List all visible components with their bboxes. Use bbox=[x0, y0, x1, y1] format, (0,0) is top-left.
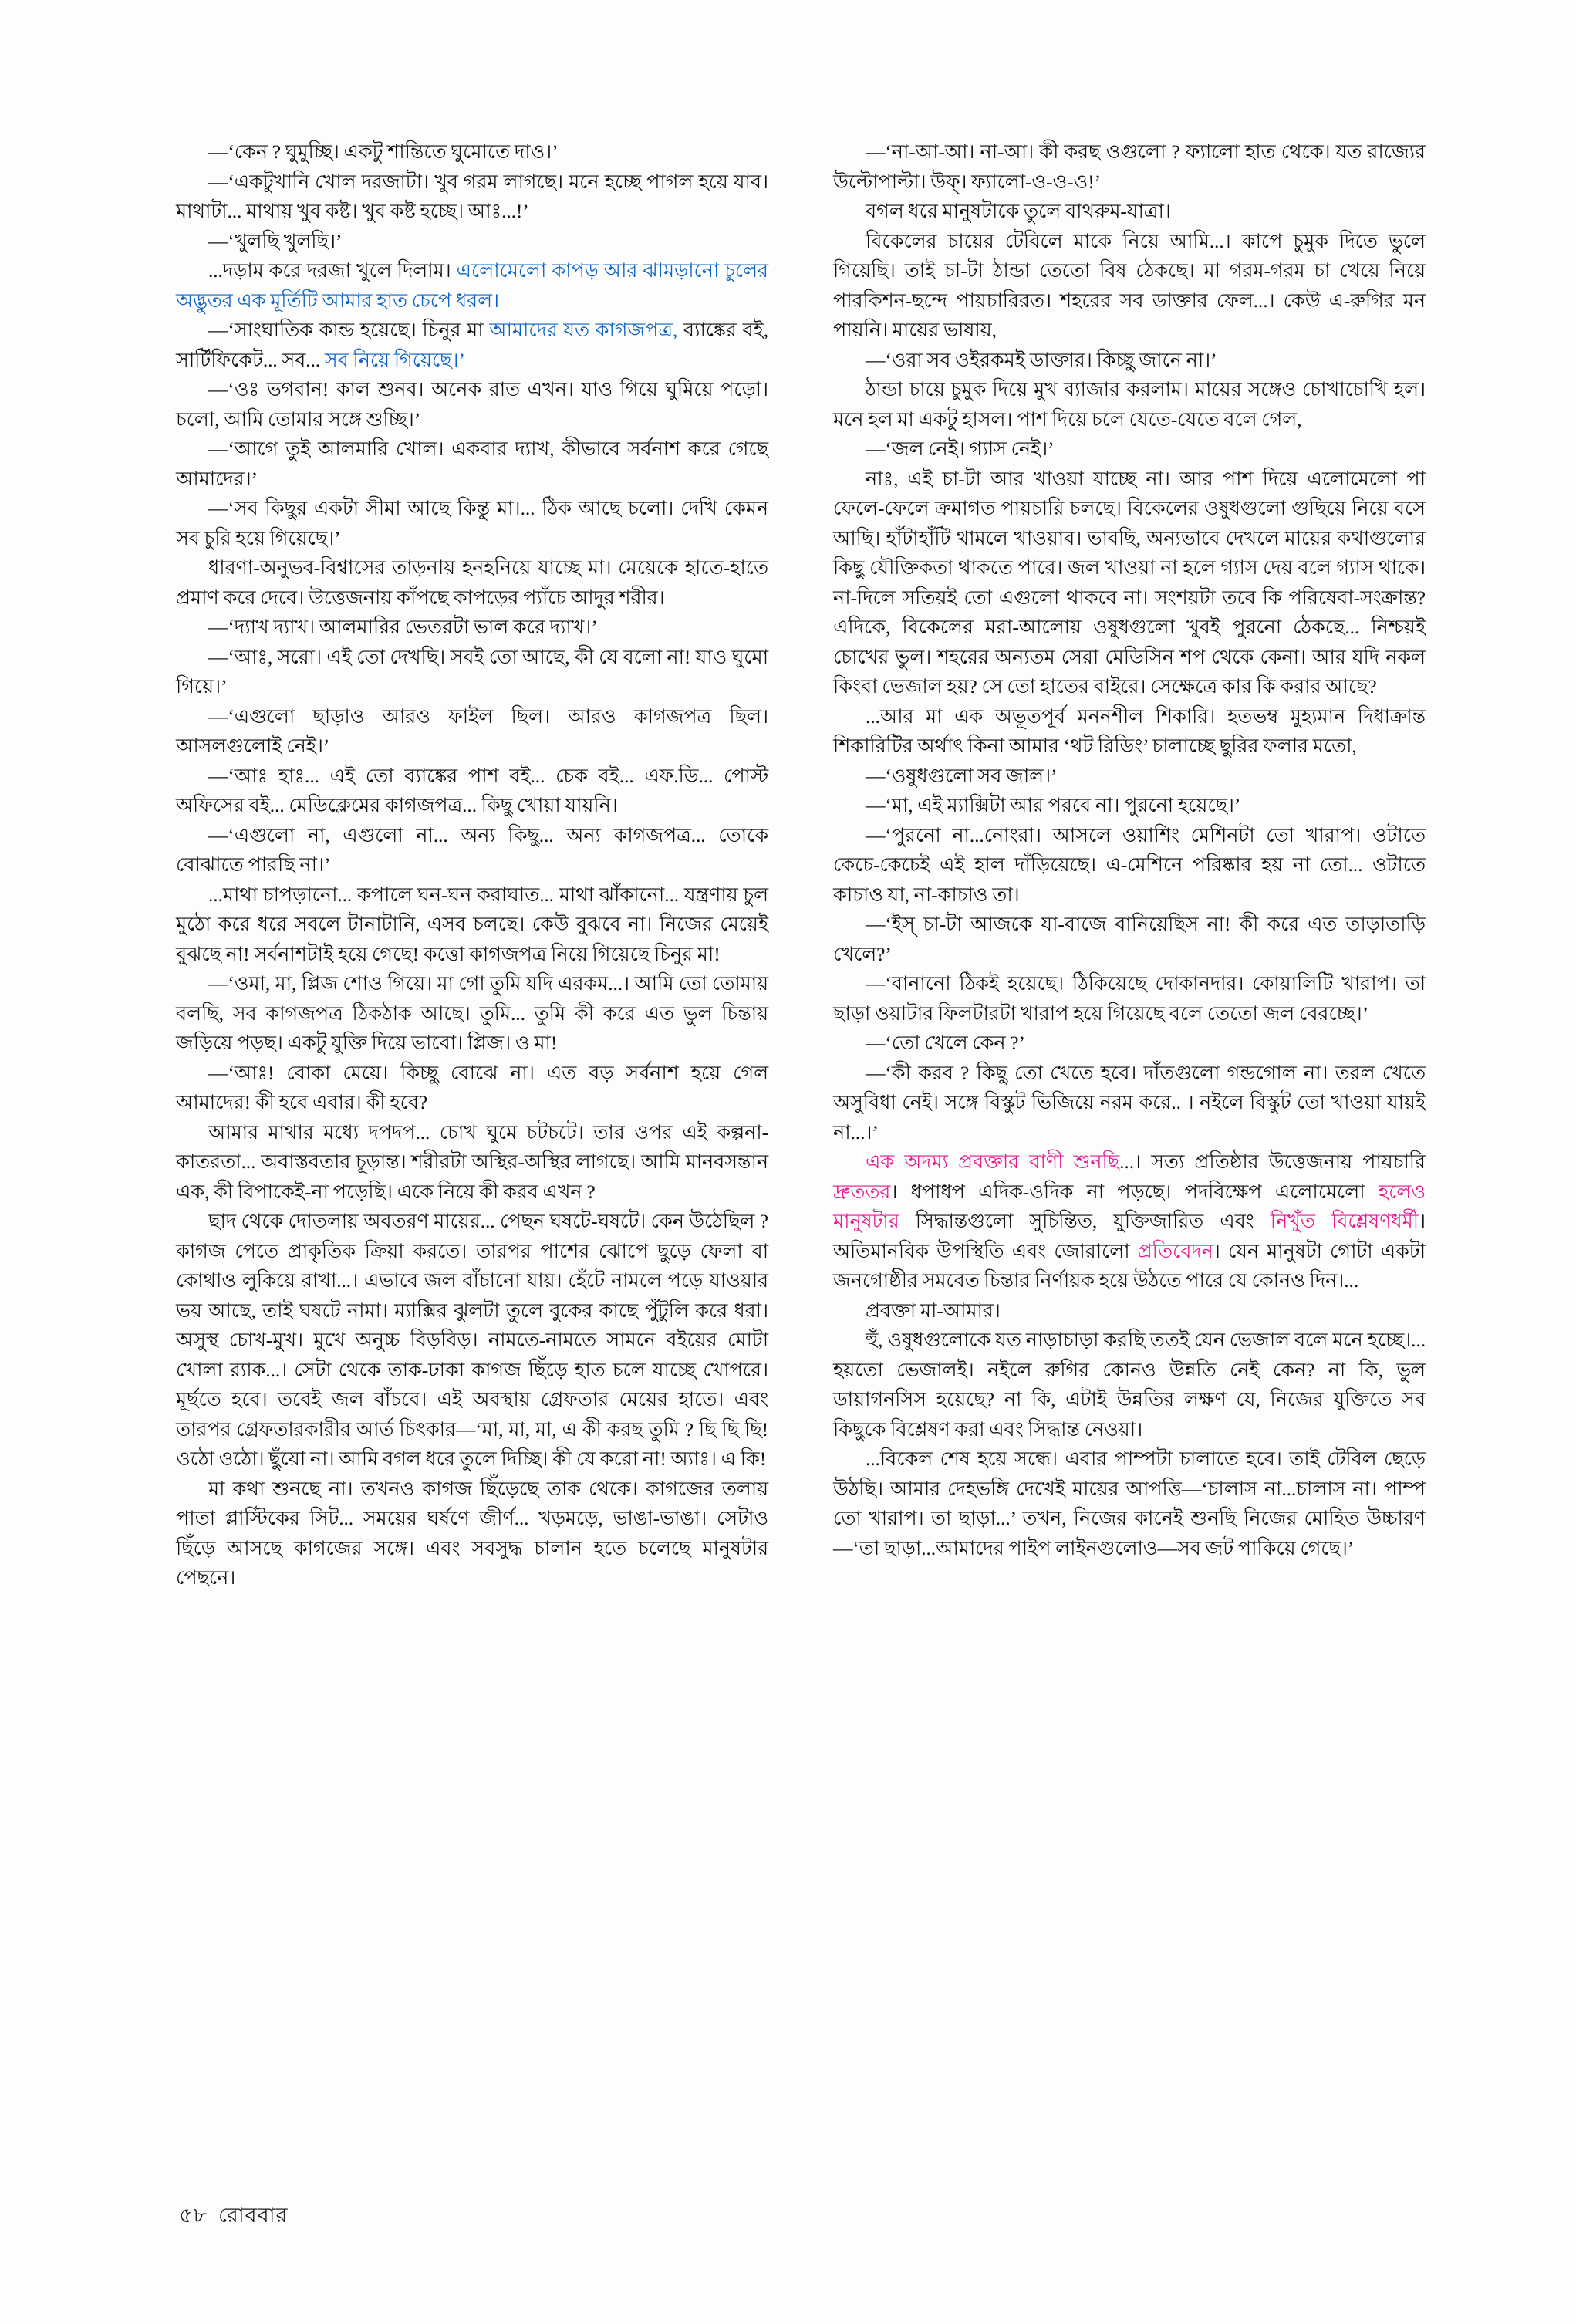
folio-number: ৫৮ bbox=[179, 2204, 208, 2227]
paragraph: ...বিকেল শেষ হয়ে সন্ধে। এবার পাম্পটা চালাতে হবে। তাই টেবিল ছেড়ে উঠছি। আমার দেহভঙ্গি দেখেই মায়ের আপত্তি—‘চালাস না...চালাস না। পাম্প তো খারাপ। তা ছাড়া...’ তখন, নিজের কানেই শুনছি নিজের মোহিত উচ্চারণ—‘তা ছাড়া...আমাদের পাইপ লাইনগুলোও—সব জট পাকিয়ে গেছে।’ bbox=[833, 1447, 1426, 1559]
paragraph: ...মাথা চাপড়ানো... কপালে ঘন-ঘন করাঘাত... মাথা ঝাঁকানো... যন্ত্রণায় চুল মুঠো করে ধরে সবলে টানাটানি, এসব চলছে। কেউ বুঝবে না। নিজের মেয়েই বুঝছে না! সর্বনাশটাই হয়ে গেছে! কত্তো কাগজপত্র নিয়ে গিয়েছে চিনুর মা! bbox=[176, 883, 768, 965]
paragraph: মা কথা শুনছে না। তখনও কাগজ ছিঁড়েছে তাক থেকে। কাগজের তলায় পাতা প্লাস্টিকের সিট... সময়ের ঘর্ষণে জীর্ণ... খড়মড়ে, ভাঙা-ভাঙা। সেটাও ছিঁড়ে আসছে কাগজের সঙ্গে। এবং সবসুদ্ধ চালান হতে চলেছে মানুষটার পেছনে। bbox=[176, 1477, 768, 1589]
highlighted-phrase-blue: আমাদের যত কাগজপত্র, bbox=[489, 319, 678, 341]
paragraph: —‘ইস্‌ চা-টা আজকে যা-বাজে বানিয়েছিস না! কী করে এত তাড়াতাড়ি খেলে?’ bbox=[833, 913, 1426, 965]
paragraph: বগল ধরে মানুষটাকে তুলে বাথরুম-যাত্রা। bbox=[866, 200, 1171, 222]
paragraph: —‘কেন ? ঘুমুচ্ছি। একটু শান্তিতে ঘুমোতে দাও।’ bbox=[208, 140, 559, 163]
highlighted-phrase-magenta: প্রতিবেদন bbox=[1137, 1239, 1213, 1262]
paragraph: ছাদ থেকে দোতলায় অবতরণ মায়ের... পেছন ঘষটে-ঘষটে। কেন উঠেছিল ? কাগজ পেতে প্রাকৃতিক ক্রিয়া করতে। তারপর পাশের ঝোপে ছুড়ে ফেলা বা কোথাও লুকিয়ে রাখা...। এভাবে জল বাঁচানো যায়। হেঁটে নামলে পড়ে যাওয়ার ভয় আছে, তাই ঘষটে নামা। ম্যাক্সির ঝুলটা তুলে বুকের কাছে পুঁটুলি করে ধরা। অসুস্থ চোখ-মুখ। মুখে অনুচ্চ বিড়বিড়। নামতে-নামতে সামনে বইয়ের মোটা খোলা র‍্যাক...। সেটা থেকে তাক-ঢাকা কাগজ ছিঁড়ে হাত চলে যাচ্ছে খোপরে। মূর্ছতে হবে। তবেই জল বাঁচবে। এই অবস্থায় গ্রেফতার মেয়ের হাতে। এবং তারপর গ্রেফতারকারীর আর্ত চিৎকার—‘মা, মা, মা, এ কী করছ তুমি ? ছি ছি ছি! ওঠো ওঠো। ছুঁয়ো না। আমি বগল ধরে তুলে দিচ্ছি। কী যে করো না! অ্যাঃ। এ কি! bbox=[176, 1210, 768, 1470]
highlighted-phrase-magenta: নিখুঁত বিশ্লেষণধর্মী bbox=[1270, 1210, 1419, 1232]
right-text-column bbox=[833, 137, 1426, 1593]
paragraph: নাঃ, এই চা-টা আর খাওয়া যাচ্ছে না। আর পাশ দিয়ে এলোমেলো পা ফেলে-ফেলে ক্রমাগত পায়চারি চলছে। বিকেলের ওষুধগুলো গুছিয়ে নিয়ে বসে আছি। হাঁটাহাঁটি থামলে খাওয়াব। ভাবছি, অন্যভাবে দেখলে মায়ের কথাগুলোর কিছু যৌক্তিকতা থাকতে পারে। জল খাওয়া না হলে গ্যাস দেয় বলে গ্যাস থাকে। না-দিলে সতিয়ই তো এগুলো থাকবে না। সংশয়টা তবে কি পরিষেবা-সংক্রান্ত? এদিকে, বিকেলের মরা-আলোয় ওষুধগুলো খুবই পুরনো ঠেকছে... নিশ্চয়ই চোখের ভুল। শহরের অন্যতম সেরা মেডিসিন শপ থেকে কেনা। আর যদি নকল কিংবা ভেজাল হয়? সে তো হাতের বাইরে। সেক্ষেত্রে কার কি করার আছে? bbox=[833, 467, 1426, 698]
paragraph-with-highlight: এক অদম্য প্রবক্তার বাণী শুনছি...। সত্য প্রতিষ্ঠার উত্তেজনায় পায়চারি দ্রুততর। ধপাধপ এদিক-ওদিক না পড়ছে। পদবিক্ষেপ এলোমেলো হলেও মানুষটার সিদ্ধান্তগুলো সুচিন্তিত, যুক্তিজারিত এবং নিখুঁত বিশ্লেষণধর্মী। অতিমানবিক উপস্থিতি এবং জোরালো প্রতিবেদন। যেন মানুষটা গোটা একটা জনগোষ্ঠীর সমবেত চিন্তার নির্ণায়ক হয়ে উঠতে পারে যে কোনও দিন।... bbox=[833, 1150, 1426, 1292]
paragraph: বিকেলের চায়ের টেবিলে মাকে নিয়ে আমি...। কাপে চুমুক দিতে ভুলে গিয়েছি। তাই চা-টা ঠান্ডা তেতো বিষ ঠেকছে। মা গরম-গরম চা খেয়ে নিয়ে পারকিশন-ছন্দে পায়চারিরত। শহরের সব ডাক্তার ফেল...। কেউ এ-রুগির মন পায়নি। মায়ের ভাষায়, bbox=[833, 229, 1426, 341]
highlighted-phrase-magenta: হলেও মানুষটার bbox=[833, 1180, 1426, 1232]
paragraph: —‘এগুলো ছাড়াও আরও ফাইল ছিল। আরও কাগজপত্র ছিল। আসলগুলোই নেই।’ bbox=[176, 704, 768, 757]
highlighted-phrase-blue: এলোমেলো কাপড় আর ঝামড়ানো চুলের অদ্ভুতর এক মূর্তিটি আমার হাত চেপে ধরল। bbox=[176, 259, 768, 312]
paragraph: —‘খুলছি খুলছি।’ bbox=[208, 229, 343, 252]
paragraph: —‘মা, এই ম্যাক্সিটা আর পরবে না। পুরনো হয়েছে।’ bbox=[866, 794, 1241, 816]
paragraph: —‘সব কিছুর একটা সীমা আছে কিন্তু মা।... ঠিক আছে চলো। দেখি কেমন সব চুরি হয়ে গিয়েছে।’ bbox=[176, 497, 768, 549]
highlighted-phrase-magenta: এক অদম্য প্রবক্তার বাণী শুনছি bbox=[866, 1150, 1120, 1173]
two-column-text-body bbox=[176, 137, 1426, 1593]
paragraph: —‘আঃ হাঃ... এই তো ব্যাঙ্কের পাশ বই... চেক বই... এফ.ডি... পোস্ট অফিসের বই... মেডিক্লেমের কাগজপত্র... কিছু খোয়া যায়নি। bbox=[176, 764, 768, 816]
paragraph: হুঁ, ওষুধগুলোকে যত নাড়াচাড়া করছি ততই যেন ভেজাল বলে মনে হচ্ছে।... হয়তো ভেজালই। নইলে রুগির কোনও উন্নতি নেই কেন? না কি, ভুল ডায়াগনসিস হয়েছে? না কি, এটাই উন্নতির লক্ষণ যে, নিজের যুক্তিতে সব কিছুকে বিশ্লেষণ করা এবং সিদ্ধান্ত নেওয়া। bbox=[833, 1329, 1426, 1441]
paragraph: —‘ওষুধগুলো সব জাল।’ bbox=[866, 764, 1058, 787]
paragraph: —‘বানানো ঠিকই হয়েছে। ঠিকিয়েছে দোকানদার। কোয়ালিটি খারাপ। তা ছাড়া ওয়াটার ফিলটারটা খারাপ হয়ে গিয়েছে বলে তেতো জল বেরচ্ছে।’ bbox=[833, 972, 1426, 1025]
paragraph: —‘দ্যাখ দ্যাখ। আলমারির ভেতরটা ভাল করে দ্যাখ।’ bbox=[208, 616, 598, 638]
paragraph: —‘কী করব ? কিছু তো খেতে হবে। দাঁতগুলো গন্ডগোল না। তরল খেতে অসুবিধা নেই। সঙ্গে বিস্কুট ভিজিয়ে নরম করে.. । নইলে বিস্কুট তো খাওয়া যায়ই না...।’ bbox=[833, 1061, 1426, 1143]
page-folio bbox=[179, 2200, 288, 2234]
paragraph: প্রবক্তা মা-আমার। bbox=[866, 1299, 1001, 1322]
folio-label: রোববার bbox=[218, 2204, 289, 2227]
paragraph: —‘ওঃ ভগবান! কাল শুনব। অনেক রাত এখন। যাও গিয়ে ঘুমিয়ে পড়ো। চলো, আমি তোমার সঙ্গে শুচ্ছি।’ bbox=[176, 378, 768, 431]
paragraph: —‘আগে তুই আলমারি খোল। একবার দ্যাখ, কীভাবে সর্বনাশ করে গেছে আমাদের।’ bbox=[176, 437, 768, 490]
paragraph-with-highlight: ...দড়াম করে দরজা খুলে দিলাম। এলোমেলো কাপড় আর ঝামড়ানো চুলের অদ্ভুতর এক মূর্তিটি আমার হাত চেপে ধরল। bbox=[176, 259, 768, 312]
paragraph: ঠান্ডা চায়ে চুমুক দিয়ে মুখ ব্যাজার করলাম। মায়ের সঙ্গেও চোখাচোখি হল। মনে হল মা একটু হাসল। পাশ দিয়ে চলে যেতে-যেতে বলে গেল, bbox=[833, 378, 1426, 431]
paragraph: —‘আঃ, সরো। এই তো দেখছি। সবই তো আছে, কী যে বলো না! যাও ঘুমো গিয়ে।’ bbox=[176, 645, 768, 698]
paragraph: আমার মাথার মধ্যে দপদপ... চোখ ঘুমে চটচটে। তার ওপর এই কল্পনা-কাতরতা... অবাস্তবতার চূড়ান্ত। শরীরটা অস্থির-অস্থির লাগছে। আমি মানবসন্তান এক, কী বিপাকেই-না পড়েছি। একে নিয়ে কী করব এখন ? bbox=[176, 1120, 768, 1203]
paragraph: —‘জল নেই। গ্যাস নেই।’ bbox=[866, 437, 1055, 460]
paragraph: —‘ওরা সব ওইরকমই ডাক্তার। কিচ্ছু জানে না।’ bbox=[866, 348, 1217, 371]
paragraph: ...আর মা এক অভূতপূর্ব মননশীল শিকারি। হতভম্ব মুহ্যমান দিধাক্রান্ত শিকারিটির অর্থাৎ কিনা আমার ‘থট রিডিং’ চালাচ্ছে ছুরির ফলার মতো, bbox=[833, 704, 1426, 757]
highlighted-phrase-magenta: দ্রুততর bbox=[833, 1180, 891, 1203]
left-text-column bbox=[176, 137, 768, 1593]
highlighted-phrase-blue: সব নিয়ে গিয়েছে।’ bbox=[324, 348, 465, 371]
paragraph: —‘ওমা, মা, প্লিজ শোও গিয়ে। মা গো তুমি যদি এরকম...। আমি তো তোমায় বলছি, সব কাগজপত্র ঠিকঠাক আছে। তুমি... তুমি কী করে এত ভুল চিন্তায় জড়িয়ে পড়ছ। একটু যুক্তি দিয়ে ভাবো। প্লিজ। ও মা! bbox=[176, 972, 768, 1054]
paragraph-with-highlight: —‘সাংঘাতিক কান্ড হয়েছে। চিনুর মা আমাদের যত কাগজপত্র, ব্যাঙ্কের বই, সার্টিফিকেট... সব... সব নিয়ে গিয়েছে।’ bbox=[176, 319, 768, 371]
paragraph: —‘না-আ-আ। না-আ। কী করছ ওগুলো ? ফ্যালো হাত থেকে। যত রাজ্যের উল্টোপাল্টা। উফ্‌। ফ্যালো-ও-ও-ও!’ bbox=[833, 140, 1426, 193]
paragraph: —‘পুরনো না...নোংরা। আসলে ওয়াশিং মেশিনটা তো খারাপ। ওটাতে কেচে-কেচেই এই হাল দাঁড়িয়েছে। এ-মেশিনে পরিষ্কার হয় না তো... ওটাতে কাচাও যা, না-কাচাও তা। bbox=[833, 823, 1426, 906]
paragraph: ধারণা-অনুভব-বিশ্বাসের তাড়নায় হনহনিয়ে যাচ্ছে মা। মেয়েকে হাতে-হাতে প্রমাণ করে দেবে। উত্তেজনায় কাঁপছে কাপড়ের প্যাঁচে আদুর শরীর। bbox=[176, 556, 768, 609]
paragraph: —‘তো খেলে কেন ?’ bbox=[866, 1032, 1025, 1054]
paragraph: —‘আঃ! বোকা মেয়ে। কিচ্ছু বোঝে না। এত বড় সর্বনাশ হয়ে গেল আমাদের! কী হবে এবার। কী হবে? bbox=[176, 1061, 768, 1113]
paragraph: —‘একটুখানি খোল দরজাটা। খুব গরম লাগছে। মনে হচ্ছে পাগল হয়ে যাব। মাথাটা... মাথায় খুব কষ্ট। খুব কষ্ট হচ্ছে। আঃ...!’ bbox=[176, 170, 768, 222]
paragraph: —‘এগুলো না, এগুলো না... অন্য কিছু... অন্য কাগজপত্র... তোকে বোঝাতে পারছি না।’ bbox=[176, 823, 768, 876]
